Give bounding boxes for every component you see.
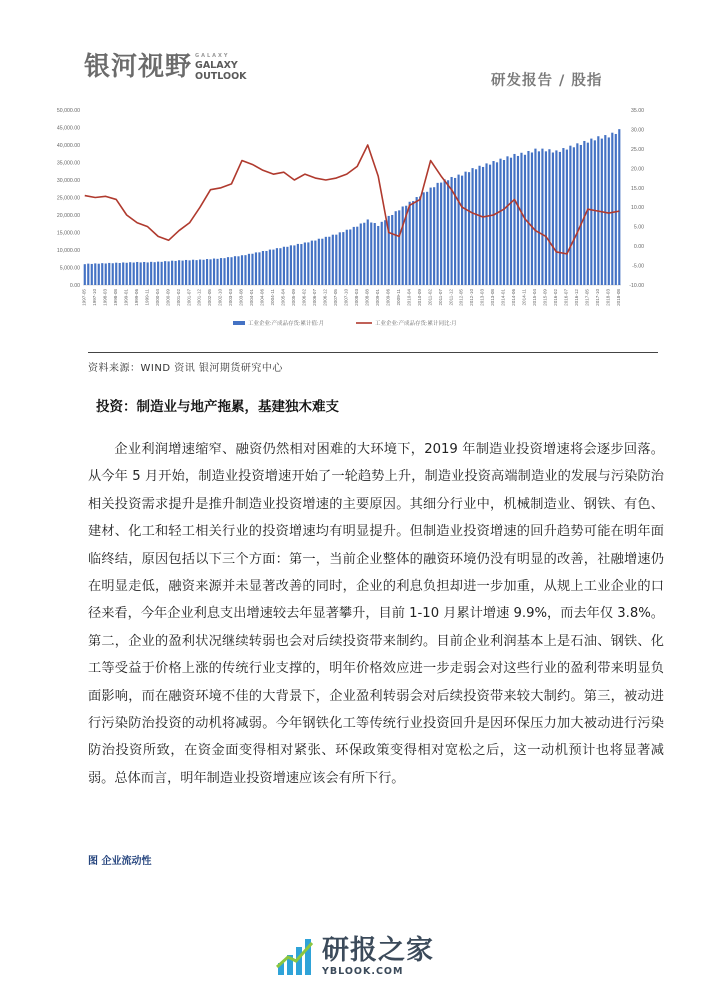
inventory-bar xyxy=(119,263,121,285)
inventory-bar xyxy=(559,152,561,285)
inventory-bar xyxy=(531,152,533,285)
x-axis-tick-label: 2016-02 xyxy=(553,289,559,306)
inventory-bar xyxy=(318,239,320,285)
inventory-bar xyxy=(237,256,239,285)
inventory-bar xyxy=(391,215,393,285)
inventory-bar xyxy=(569,146,571,285)
inventory-bar xyxy=(140,262,142,285)
inventory-bar xyxy=(279,248,281,285)
x-axis-tick-label: 1999-01 xyxy=(123,289,129,306)
x-axis-tick-label: 2004-06 xyxy=(259,289,265,306)
inventory-bar xyxy=(489,165,491,285)
inventory-bar xyxy=(168,261,170,285)
right-axis-tick-label: 25.00 xyxy=(631,146,644,153)
right-axis-tick-label: 20.00 xyxy=(631,166,644,173)
x-axis-tick-label: 2000-09 xyxy=(165,289,171,306)
inventory-bar xyxy=(482,167,484,285)
inventory-bar xyxy=(398,210,400,285)
inventory-bar xyxy=(290,245,292,285)
inventory-bar xyxy=(143,262,145,285)
inventory-bar xyxy=(178,260,180,285)
inventory-bar xyxy=(269,250,271,285)
right-axis-tick-label: 30.00 xyxy=(631,127,644,134)
inventory-bar xyxy=(573,147,575,285)
x-axis-tick-label: 1997-10 xyxy=(91,289,97,306)
inventory-bar xyxy=(618,129,620,285)
inventory-bar xyxy=(395,211,397,285)
inventory-bar xyxy=(112,263,114,285)
x-axis-tick-label: 2014-06 xyxy=(511,289,517,306)
inventory-bar xyxy=(485,163,487,285)
inventory-bar xyxy=(325,237,327,285)
inventory-bar xyxy=(576,143,578,285)
x-axis-tick-label: 2012-10 xyxy=(469,289,475,306)
left-axis-tick-label: 10,000.00 xyxy=(56,248,80,254)
x-axis-tick-label: 2005-04 xyxy=(280,289,286,306)
inventory-bar xyxy=(353,227,355,285)
left-axis-tick-label: 15,000.00 xyxy=(56,230,80,237)
inventory-bar xyxy=(471,168,473,285)
x-axis-tick-label: 2016-12 xyxy=(574,289,580,306)
left-axis-tick-label: 0.00 xyxy=(69,283,80,289)
inventory-bar xyxy=(444,179,446,285)
left-axis-tick-label: 25,000.00 xyxy=(56,195,80,202)
inventory-bar xyxy=(157,262,159,285)
inventory-bar xyxy=(503,160,505,285)
inventory-bar xyxy=(206,259,208,285)
inventory-bar xyxy=(199,260,201,286)
right-axis-tick-label: -5.00 xyxy=(632,263,644,270)
x-axis-tick-label: 2013-03 xyxy=(479,289,485,306)
x-axis-tick-label: 2018-08 xyxy=(615,289,621,306)
inventory-bar xyxy=(283,247,285,285)
inventory-bar xyxy=(154,262,156,285)
x-axis-tick-label: 2000-04 xyxy=(154,289,160,306)
x-axis-tick-label: 2009-11 xyxy=(395,289,401,306)
x-axis-tick-label: 2006-12 xyxy=(322,289,328,306)
inventory-bar xyxy=(384,220,386,285)
x-axis-tick-label: 2014-11 xyxy=(521,289,527,306)
inventory-bar xyxy=(478,166,480,285)
inventory-bar xyxy=(499,159,501,285)
bar-chart-logo-icon xyxy=(276,937,316,977)
inventory-bar xyxy=(492,161,494,285)
x-axis-tick-label: 2007-10 xyxy=(343,289,349,306)
inventory-bar xyxy=(608,137,610,285)
inventory-bar xyxy=(293,245,295,285)
x-axis-tick-label: 2015-09 xyxy=(542,289,548,306)
inventory-bar xyxy=(520,153,522,285)
x-axis-tick-label: 2014-01 xyxy=(500,289,506,306)
x-axis-tick-label: 2004-11 xyxy=(270,289,276,306)
inventory-bar xyxy=(276,248,278,285)
right-axis-tick-label: -10.00 xyxy=(629,283,644,289)
inventory-bar xyxy=(223,258,225,285)
inventory-bar xyxy=(475,169,477,285)
inventory-bar xyxy=(346,230,348,285)
inventory-bar xyxy=(286,247,288,285)
inventory-bar xyxy=(426,192,428,285)
x-axis-tick-label: 2016-07 xyxy=(563,289,569,306)
inventory-bar xyxy=(307,242,309,285)
page-header xyxy=(0,0,702,100)
inventory-bar xyxy=(583,141,585,285)
left-axis-tick-label: 30,000.00 xyxy=(56,178,80,184)
right-axis-tick-label: 10.00 xyxy=(631,205,644,212)
inventory-bar xyxy=(265,251,267,285)
inventory-bar xyxy=(230,257,232,285)
logo-en-top: GALAXY xyxy=(195,60,238,71)
x-axis-tick-label: 2001-02 xyxy=(175,289,181,306)
figure-caption: 图 企业流动性 xyxy=(88,856,152,867)
inventory-bar xyxy=(437,183,439,285)
inventory-bar xyxy=(332,235,334,285)
x-axis-tick-label: 2011-12 xyxy=(448,289,454,306)
logo-english-text xyxy=(195,53,247,82)
inventory-bar xyxy=(590,139,592,285)
x-axis-tick-label: 2008-03 xyxy=(353,289,359,306)
x-axis-tick-label: 1998-03 xyxy=(102,289,108,306)
inventory-bar xyxy=(220,258,222,285)
inventory-bar xyxy=(496,162,498,285)
watermark-url: YBLOOK.COM xyxy=(322,966,404,977)
inventory-bar xyxy=(527,151,529,285)
inventory-chart xyxy=(36,100,668,350)
x-axis-tick-label: 2005-09 xyxy=(291,289,297,306)
inventory-bar xyxy=(91,264,93,285)
x-axis-tick-label: 2010-04 xyxy=(406,289,412,306)
inventory-bar xyxy=(150,262,152,285)
legend-swatch-bar xyxy=(233,321,245,325)
inventory-bar xyxy=(182,261,184,285)
inventory-bar xyxy=(548,149,550,285)
inventory-bar xyxy=(227,257,229,285)
logo-chinese-text: 银河视野 xyxy=(84,52,193,82)
inventory-bar xyxy=(580,145,582,285)
inventory-bar xyxy=(416,197,418,285)
source-divider xyxy=(88,352,658,353)
chart-source: 资料来源：WIND 资讯 银河期货研究中心 xyxy=(88,363,283,374)
x-axis-tick-label: 2015-04 xyxy=(532,289,538,306)
left-axis-tick-label: 35,000.00 xyxy=(56,160,80,167)
inventory-bar xyxy=(517,156,519,285)
inventory-bar xyxy=(339,232,341,285)
inventory-bar xyxy=(101,263,103,285)
inventory-bar xyxy=(377,226,379,285)
inventory-bar xyxy=(412,201,414,285)
right-axis-tick-label: 0.00 xyxy=(633,244,644,251)
logo-en-bottom: OUTLOOK xyxy=(195,71,247,82)
x-axis-tick-label: 2011-07 xyxy=(437,289,443,306)
inventory-bar xyxy=(195,260,197,285)
x-axis-tick-label: 2011-02 xyxy=(427,289,433,306)
inventory-bar xyxy=(161,262,163,285)
x-axis-tick-label: 1999-11 xyxy=(144,289,150,306)
inventory-bar xyxy=(202,260,204,285)
inventory-bar xyxy=(262,251,264,285)
inventory-bar xyxy=(105,263,107,285)
inventory-bar xyxy=(468,172,470,285)
inventory-bar xyxy=(367,219,369,285)
x-axis-tick-label: 2003-08 xyxy=(238,289,244,306)
inventory-bar xyxy=(363,223,365,285)
inventory-bar xyxy=(108,263,110,285)
inventory-bar xyxy=(136,262,138,285)
x-axis-tick-label: 2007-05 xyxy=(332,289,338,306)
inventory-bar xyxy=(464,172,466,285)
inventory-bar xyxy=(451,177,453,285)
x-axis-tick-label: 2004-01 xyxy=(249,289,255,306)
inventory-bar xyxy=(129,262,131,285)
inventory-bar xyxy=(594,140,596,285)
inventory-bar xyxy=(360,223,362,285)
inventory-bar xyxy=(381,222,383,285)
x-axis-tick-label: 2013-08 xyxy=(490,289,496,306)
inventory-bar xyxy=(430,188,432,285)
inventory-bar xyxy=(164,261,166,285)
inventory-bar xyxy=(314,241,316,285)
inventory-bar xyxy=(587,143,589,285)
inventory-bar xyxy=(213,259,215,285)
inventory-bar xyxy=(349,229,351,285)
inventory-bar xyxy=(534,149,536,285)
right-axis-tick-label: 5.00 xyxy=(633,224,644,231)
yblook-watermark xyxy=(276,936,434,977)
inventory-bar xyxy=(440,183,442,285)
inventory-bar xyxy=(419,196,421,285)
inventory-bar xyxy=(171,261,173,285)
inventory-bar xyxy=(84,264,86,285)
inventory-bar xyxy=(300,244,302,285)
x-axis-tick-label: 2008-08 xyxy=(364,289,370,306)
inventory-bar xyxy=(335,235,337,285)
inventory-bar xyxy=(115,263,117,285)
inventory-bar xyxy=(328,237,330,285)
inventory-bar xyxy=(272,250,274,285)
inventory-bar xyxy=(122,262,124,285)
inventory-bar xyxy=(216,259,218,285)
inventory-bar xyxy=(209,259,211,285)
inventory-bar xyxy=(94,263,96,285)
left-axis-tick-label: 40,000.00 xyxy=(56,143,80,149)
logo-tiny-text: GALAXY xyxy=(195,53,230,59)
inventory-bar xyxy=(251,254,253,285)
galaxy-outlook-logo xyxy=(84,52,247,82)
inventory-bar xyxy=(255,252,257,285)
x-axis-tick-label: 2017-05 xyxy=(584,289,590,306)
inventory-bar xyxy=(297,244,299,285)
inventory-bar xyxy=(409,202,411,285)
inventory-bar xyxy=(552,152,554,285)
inventory-bar xyxy=(185,260,187,285)
x-axis-tick-label: 2002-10 xyxy=(217,289,223,306)
inventory-bar xyxy=(506,156,508,285)
inventory-bar xyxy=(311,241,313,285)
inventory-bar xyxy=(562,148,564,285)
legend-label-line: 工业企业:产成品存货:累计同比:月 xyxy=(375,321,457,327)
x-axis-tick-label: 2001-07 xyxy=(186,289,192,306)
inventory-bar xyxy=(447,180,449,285)
body-paragraph: 企业利润增速缩窄、融资仍然相对困难的大环境下，2019 年制造业投资增速将会逐步回落。从今年 5 月开始，制造业投资增速开始了一轮趋势上升，制造业投资高端制造业的发展与污染防治相关投资需求提升是推升制造业投资增速的主要原因。其细分行业中，机械制造业、钢铁、有色、建材、化工和轻工相关行业的投资增速均有明显提升。但制造业投资增速的回升趋势可能在明年面临终结，原因包括以下三个方面：第一，当前企业整体的融资环境仍没有明显的改善，社融增速仍在明显走低，融资来源并未显著改善的同时，企业的利息负担却进一步加重，从规上工业企业的口径来看，今年企业利息支出增速较去年显著攀升，目前 1-10 月累计增速 9.9%，而去年仅 3.8%。第二，企业的盈利状况继续转弱也会对后续投资带来制约。目前企业利润基本上是石油、钢铁、化工等受益于价格上涨的传统行业支撑的，明年价格效应进一步走弱会对这些行业的盈利带来明显负面影响，而在融资环境不佳的大背景下，企业盈利转弱会对后续投资带来较大制约。第三，被动进行污染防治投资的动机将减弱。今年钢铁化工等传统行业投资回升是因环保压力加大被动进行污染防治投资所致，在资金面变得相对紧张、环保政策变得相对宽松之后，这一动机预计也将显著减弱。总体而言，明年制造业投资增速应该会有所下行。 xyxy=(88,442,664,786)
inventory-bar xyxy=(98,264,100,285)
x-axis-tick-label: 2002-05 xyxy=(207,289,213,306)
inventory-bar xyxy=(545,151,547,285)
inventory-bar xyxy=(234,256,236,285)
inventory-bar xyxy=(342,232,344,285)
inventory-bar xyxy=(555,150,557,285)
x-axis-tick-label: 2009-06 xyxy=(385,289,391,306)
section-title: 投资：制造业与地产拖累，基建独木难支 xyxy=(96,399,339,415)
inventory-bar xyxy=(538,151,540,285)
inventory-bar xyxy=(604,135,606,285)
report-category-tag: 研发报告 / 股指 xyxy=(491,73,603,89)
left-axis-tick-label: 20,000.00 xyxy=(56,213,80,219)
x-axis-tick-label: 2006-07 xyxy=(312,289,318,306)
inventory-bar xyxy=(458,175,460,285)
inventory-bar xyxy=(189,260,191,285)
inventory-bar xyxy=(192,260,194,285)
inventory-bar xyxy=(304,243,306,286)
inventory-bar xyxy=(461,176,463,285)
right-axis-tick-label: 35.00 xyxy=(631,108,644,114)
inventory-bar xyxy=(513,154,515,285)
x-axis-tick-label: 2006-02 xyxy=(301,289,307,306)
inventory-bar xyxy=(126,263,128,285)
inventory-bar xyxy=(541,149,543,285)
x-axis-tick-label: 2010-09 xyxy=(416,289,422,306)
inventory-bar xyxy=(374,223,376,285)
inventory-bar xyxy=(510,158,512,285)
inventory-bar xyxy=(321,239,323,285)
left-axis-tick-label: 50,000.00 xyxy=(56,108,80,114)
inventory-bar xyxy=(370,223,372,286)
inventory-bar xyxy=(423,192,425,285)
inventory-bar xyxy=(356,227,358,285)
legend-label-bar: 工业企业:产成品存货:累计值:月 xyxy=(248,321,325,327)
x-axis-tick-label: 1999-06 xyxy=(133,289,139,306)
x-axis-tick-label: 2009-01 xyxy=(374,289,380,306)
inventory-bar xyxy=(241,255,243,285)
left-axis-tick-label: 45,000.00 xyxy=(56,125,80,132)
x-axis-tick-label: 2001-12 xyxy=(196,289,202,306)
inventory-bar xyxy=(615,134,617,285)
inventory-bar xyxy=(258,252,260,285)
watermark-chinese: 研报之家 xyxy=(322,935,434,966)
inventory-bar xyxy=(566,150,568,285)
x-axis-tick-label: 1997-05 xyxy=(81,289,87,306)
inventory-chart-svg xyxy=(36,100,668,350)
right-axis-tick-label: 15.00 xyxy=(631,185,644,192)
inventory-bar xyxy=(133,263,135,285)
x-axis-tick-label: 2003-03 xyxy=(228,289,234,306)
inventory-bar xyxy=(175,261,177,285)
x-axis-tick-label: 2012-05 xyxy=(458,289,464,306)
left-axis-tick-label: 5,000.00 xyxy=(59,265,80,272)
inventory-bar xyxy=(433,187,435,285)
x-axis-tick-label: 2017-10 xyxy=(594,289,600,306)
inventory-bar xyxy=(402,206,404,285)
inventory-bar xyxy=(248,254,250,285)
inventory-bar xyxy=(244,255,246,285)
inventory-bar xyxy=(147,262,149,285)
inventory-bar xyxy=(611,133,613,285)
x-axis-tick-label: 1998-08 xyxy=(112,289,118,306)
inventory-bar xyxy=(87,264,89,285)
x-axis-tick-label: 2018-03 xyxy=(605,289,611,306)
